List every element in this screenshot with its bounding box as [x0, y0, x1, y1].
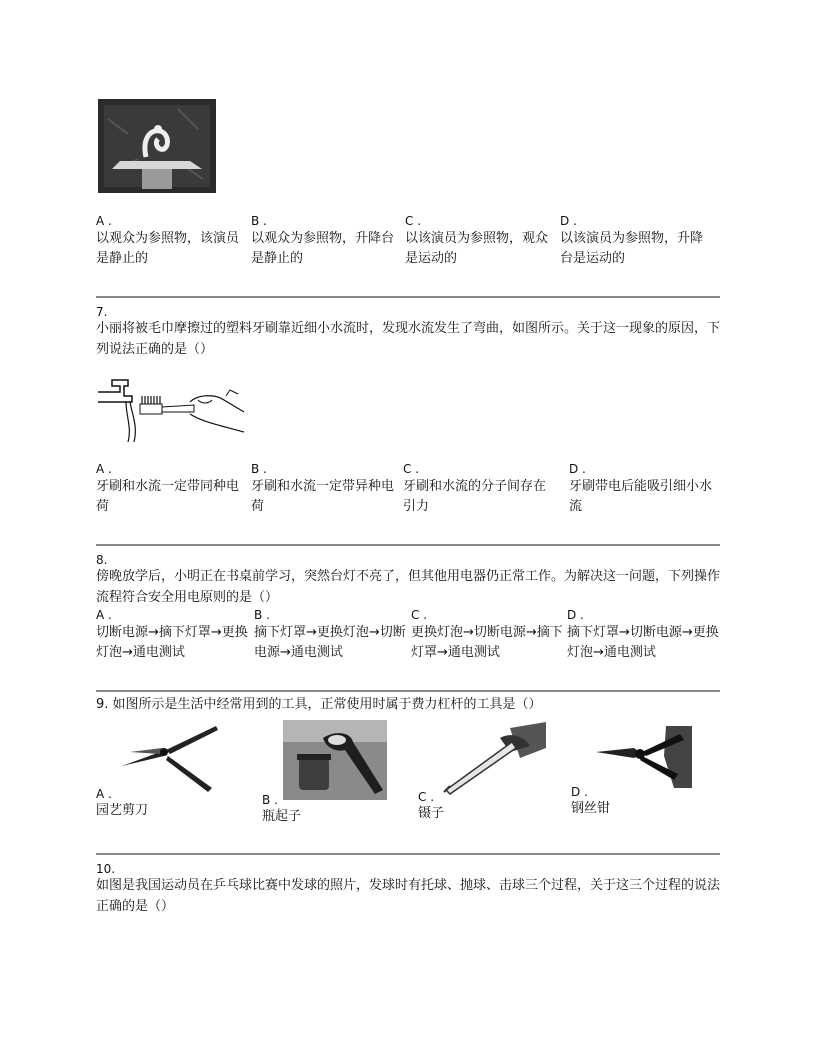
- q6-option-d-text: 以该演员为参照物，升降台是运动的: [560, 231, 704, 266]
- q7-option-d-letter: D .: [569, 462, 586, 476]
- q8-option-c-text: 更换灯泡→切断电源→摘下灯罩→通电测试: [411, 625, 563, 660]
- q8-number: 8.: [96, 553, 108, 567]
- q7-option-c-text: 牙刷和水流的分子间存在引力: [403, 479, 547, 514]
- divider: [96, 544, 720, 546]
- q9-option-c-letter: C .: [418, 790, 435, 804]
- q9-option-d-text: 钢丝钳: [571, 801, 611, 816]
- q10-stem: 如图是我国运动员在乒乓球比赛中发球的照片，发球时有托球、抛球、击球三个过程，关于这三个过程的说法正确的是（）: [96, 878, 721, 914]
- divider: [96, 296, 720, 298]
- q8-option-c-letter: C .: [411, 608, 428, 622]
- performer-lift-photo: [98, 99, 216, 193]
- q10-number: 10.: [96, 862, 116, 876]
- garden-shears-figure: [120, 722, 220, 794]
- q8-option-b-letter: B .: [254, 608, 270, 622]
- q6-option-a-letter: A .: [96, 214, 112, 228]
- q9-stem: 9. 如图所示是生活中经常用到的工具，正常使用时属于费力杠杆的工具是（）: [96, 697, 542, 712]
- q9-option-b-letter: B .: [262, 793, 278, 807]
- q8-option-b-text: 摘下灯罩→更换灯泡→切断电源→通电测试: [254, 625, 406, 660]
- bottle-opener-photo: [283, 720, 387, 800]
- q8-stem: 傍晚放学后，小明正在书桌前学习，突然台灯不亮了，但其他用电器仍正常工作。为解决这一问题，下列操作流程符合安全用电原则的是（）: [96, 569, 721, 605]
- q7-option-b-letter: B .: [251, 462, 267, 476]
- tweezers-figure: [440, 718, 550, 796]
- q8-option-a-letter: A .: [96, 608, 112, 622]
- q7-option-b-text: 牙刷和水流一定带异种电荷: [251, 479, 395, 514]
- q7-option-a-text: 牙刷和水流一定带同种电荷: [96, 479, 240, 514]
- toothbrush-water-figure: [98, 372, 246, 444]
- divider: [96, 853, 720, 855]
- q6-option-c-text: 以该演员为参照物，观众是运动的: [405, 231, 549, 266]
- q8-option-d-letter: D .: [567, 608, 584, 622]
- q6-option-b-letter: B .: [251, 214, 267, 228]
- q7-stem: 小丽将被毛巾摩擦过的塑料牙刷靠近细小水流时，发现水流发生了弯曲，如图所示。关于这一现象的原因，下列说法正确的是（）: [96, 321, 721, 357]
- q6-option-c-letter: C .: [405, 214, 422, 228]
- q6-option-d-letter: D .: [560, 214, 577, 228]
- q7-number: 7.: [96, 305, 108, 319]
- q9-option-a-letter: A .: [96, 787, 112, 801]
- wire-pliers-figure: [594, 726, 692, 788]
- q8-option-d-text: 摘下灯罩→切断电源→更换灯泡→通电测试: [567, 625, 719, 660]
- q8-option-a-text: 切断电源→摘下灯罩→更换灯泡→通电测试: [96, 625, 248, 660]
- q9-option-a-text: 园艺剪刀: [96, 803, 149, 818]
- q7-option-c-letter: C .: [403, 462, 420, 476]
- q9-option-b-text: 瓶起子: [262, 809, 302, 824]
- q6-option-a-text: 以观众为参照物，该演员是静止的: [96, 231, 240, 266]
- q9-option-c-text: 镊子: [418, 806, 445, 821]
- q6-option-b-text: 以观众为参照物，升降台是静止的: [251, 231, 395, 266]
- q7-option-d-text: 牙刷带电后能吸引细小水流: [569, 479, 713, 514]
- q9-option-d-letter: D .: [571, 785, 588, 799]
- q7-option-a-letter: A .: [96, 462, 112, 476]
- divider: [96, 690, 720, 692]
